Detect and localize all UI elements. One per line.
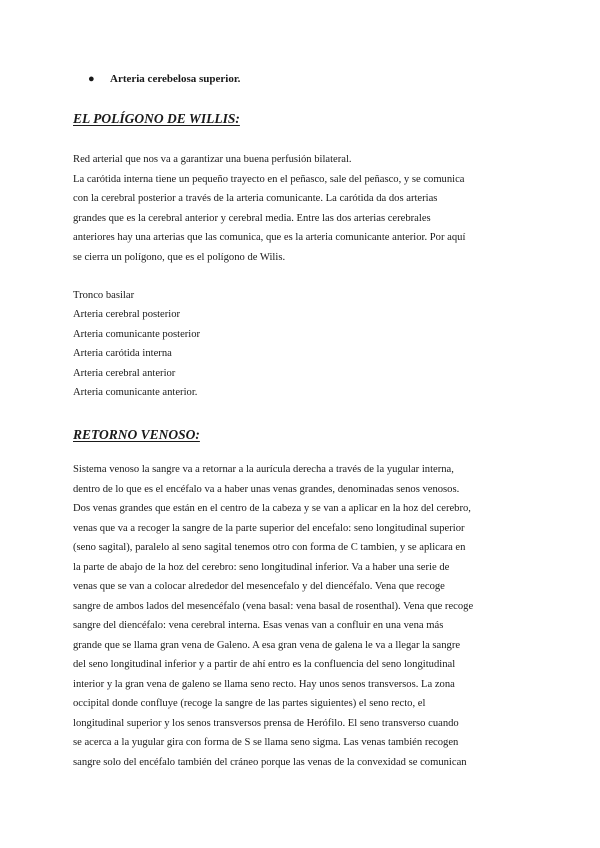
list-item: Arteria cerebral posterior: [73, 309, 181, 321]
section-heading-willis: EL POLÍGONO DE WILLIS:: [73, 111, 240, 126]
text-line: longitudinal superior y los senos transversos prensa de Herófilo. El seno transverso cuando: [73, 717, 459, 729]
list-item: Arteria carótida interna: [73, 348, 172, 360]
text-line: La carótida interna tiene un pequeño trayecto en el peñasco, sale del peñasco, y se comunica: [73, 173, 465, 185]
bullet-marker: ●: [88, 73, 95, 85]
list-item: Arteria comunicante anterior.: [73, 387, 198, 399]
text-line: del seno longitudinal inferior y a partir de ahí entro es la confluencia del seno longitudinal: [73, 659, 456, 670]
text-line: Sistema venoso la sangre va a retornar a la aurícula derecha a través de la yugular interna,: [73, 464, 454, 475]
text-line: venas que va a recoger la sangre de la parte superior del encefalo: seno longitudinal superior: [73, 522, 465, 534]
text-line: sangre del diencéfalo: vena cerebral interna. Esas venas van a confluir en una vena más: [73, 620, 444, 631]
text-line: occipital donde confluye (recoge la sangre de las partes siguientes) el seno recto, el: [73, 698, 426, 709]
text-line: Red arterial que nos va a garantizar una buena perfusión bilateral.: [73, 154, 352, 165]
paragraph-willis: [73, 150, 531, 267]
text-line: interior y la gran vena de galeno se llama seno recto. Hay unos senos transversos. La zona: [73, 678, 455, 690]
text-line: sangre solo del encéfalo también del cráneo porque las venas de la convexidad se comunican: [73, 756, 467, 768]
text-line: la parte de abajo de la hoz del cerebro: seno longitudinal inferior. Va a haber una serie de: [73, 561, 450, 573]
text-line: (seno sagital), paralelo al seno sagital tenemos otro con forma de C tambien, y se aplicara en: [73, 542, 466, 553]
bullet-text: Arteria cerebelosa superior.: [110, 73, 241, 85]
bullet-item: [88, 73, 240, 85]
text-line: sangre de ambos lados del mesencéfalo (vena basal: vena basal de rosenthal). Vena que recoge: [73, 600, 474, 612]
list-item: Arteria comunicante posterior: [73, 328, 201, 340]
list-item: Arteria cerebral anterior: [73, 367, 176, 379]
text-line: se cierra un polígono, que es el polígono de Wilis.: [73, 251, 286, 263]
text-line: se acerca a la yugular gira con forma de S se llama seno sigma. Las venas también recogen: [73, 737, 459, 748]
text-line: grande que se llama gran vena de Galeno. A esa gran vena de galena le va a llegar la sangre: [73, 639, 461, 651]
text-line: grandes que es la cerebral anterior y cerebral media. Entre las dos arterias cerebrales: [73, 212, 431, 224]
text-line: venas que se van a colocar alrededor del mesencefalo y del diencéfalo. Vena que recoge: [73, 581, 445, 592]
list-item: Tronco basilar: [73, 290, 135, 301]
paragraph-retorno-venoso: [73, 460, 531, 772]
text-line: Dos venas grandes que están en el centro de la cabeza y se van a aplicar en la hoz del cerebro,: [73, 503, 471, 514]
text-line: con la cerebral posterior a través de la arteria comunicante. La carótida da dos arterias: [73, 193, 438, 204]
artery-list: [73, 286, 200, 402]
text-line: dentro de lo que es el encéfalo va a haber unas venas grandes, denominadas senos venosos.: [73, 483, 460, 495]
text-line: anteriores hay una arterias que las comunica, que es la arteria comunicante anterior. Por aquí: [73, 232, 466, 243]
section-heading-retorno-venoso: RETORNO VENOSO:: [73, 427, 200, 442]
